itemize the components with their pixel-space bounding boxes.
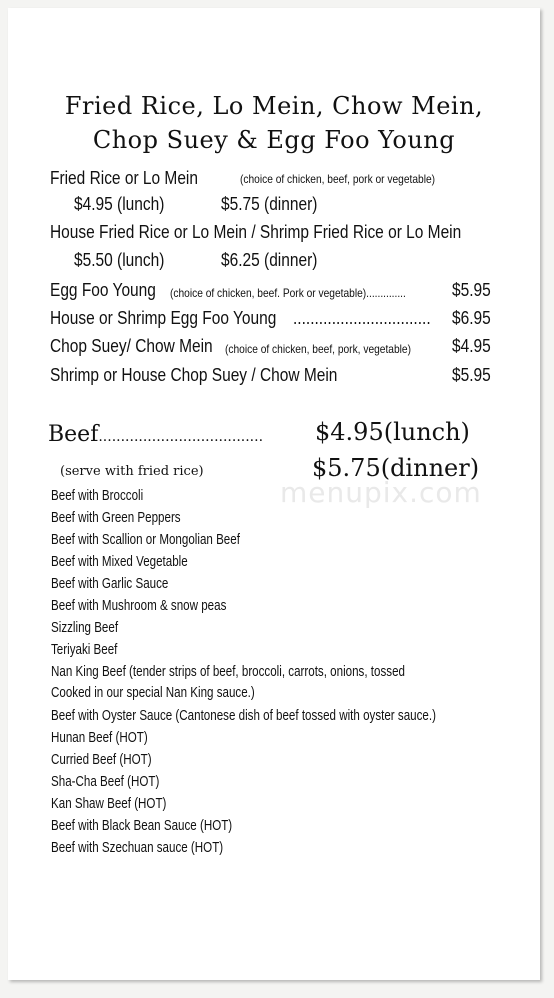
menu-page <box>8 8 540 980</box>
beef-item: Beef with Oyster Sauce (Cantonese dish of beef tossed with oyster sauce.) <box>51 708 436 724</box>
house-egg-foo-young-leader: ................................ <box>293 308 431 328</box>
chop-suey-name: Chop Suey/ Chow Mein <box>50 336 213 356</box>
beef-dinner-price: $5.75(dinner) <box>312 454 480 482</box>
fried-rice-name: Fried Rice or Lo Mein <box>50 168 198 188</box>
shrimp-chop-suey-row <box>50 365 384 386</box>
chop-suey-note-wrap <box>225 342 411 356</box>
egg-foo-young-note: (choice of chicken, beef. Pork or vegetable) <box>170 286 367 300</box>
house-fried-rice-lunch: $5.50 (lunch) <box>74 250 165 270</box>
beef-dinner-price-wrap <box>312 454 479 482</box>
egg-foo-young-leader: .............. <box>366 286 406 300</box>
egg-foo-young-price: $5.95 <box>452 280 491 300</box>
beef-serve-note: (serve with fried rice) <box>60 464 204 479</box>
section-title-line2: Chop Suey & Egg Foo Young <box>92 126 456 154</box>
chop-suey-price-wrap <box>452 336 497 357</box>
house-fried-rice-lunch-wrap <box>74 250 179 271</box>
beef-heading: Beef <box>48 422 99 447</box>
house-fried-rice-row <box>50 222 528 243</box>
fried-rice-dinner: $5.75 (dinner) <box>221 194 318 214</box>
section-title-line1: Fried Rice, Lo Mein, Chow Mein, <box>64 92 484 120</box>
beef-item: Kan Shaw Beef (HOT) <box>51 796 167 812</box>
house-egg-foo-young-row <box>50 308 313 329</box>
chop-suey-price: $4.95 <box>452 336 491 356</box>
beef-heading-row <box>48 422 263 447</box>
house-egg-foo-young-name: House or Shrimp Egg Foo Young <box>50 308 277 328</box>
chop-suey-row <box>50 336 239 357</box>
beef-item: Beef with Mixed Vegetable <box>51 554 188 570</box>
watermark: menupix.com <box>280 476 482 509</box>
beef-item: Hunan Beef (HOT) <box>51 730 148 746</box>
egg-foo-young-note-wrap <box>170 286 406 300</box>
egg-foo-young-name: Egg Foo Young <box>50 280 156 300</box>
beef-item: Beef with Scallion or Mongolian Beef <box>51 532 240 548</box>
fried-rice-lunch: $4.95 (lunch) <box>74 194 165 214</box>
beef-serve-note-wrap <box>60 464 204 479</box>
house-fried-rice-dinner: $6.25 (dinner) <box>221 250 318 270</box>
beef-item: Sizzling Beef <box>51 620 119 636</box>
beef-item: Beef with Szechuan sauce (HOT) <box>51 840 224 856</box>
beef-item: Beef with Black Bean Sauce (HOT) <box>51 818 233 834</box>
beef-item: Beef with Garlic Sauce <box>51 576 169 592</box>
beef-item-continuation: Cooked in our special Nan King sauce.) <box>51 685 255 701</box>
house-fried-rice-dinner-wrap <box>221 250 333 271</box>
beef-item: Curried Beef (HOT) <box>51 752 152 768</box>
egg-foo-young-row <box>50 280 173 301</box>
fried-rice-note: (choice of chicken, beef, pork or vegetable) <box>240 172 436 186</box>
beef-item: Sha-Cha Beef (HOT) <box>51 774 160 790</box>
chop-suey-note: (choice of chicken, beef, pork, vegetable) <box>225 342 411 356</box>
beef-item: Beef with Mushroom & snow peas <box>51 598 227 614</box>
beef-lunch-price: $4.95(lunch) <box>315 418 470 446</box>
house-fried-rice-name: House Fried Rice or Lo Mein / Shrimp Fried Rice or Lo Mein <box>50 222 462 242</box>
house-egg-foo-young-price: $6.95 <box>452 308 491 328</box>
shrimp-chop-suey-price-wrap <box>452 365 497 386</box>
beef-leader: ..................................... <box>98 429 264 445</box>
beef-item: Beef with Broccoli <box>51 488 144 504</box>
shrimp-chop-suey-price: $5.95 <box>452 365 491 385</box>
fried-rice-prices <box>74 194 179 215</box>
house-egg-foo-young-leader-wrap <box>293 308 453 329</box>
beef-item: Teriyaki Beef <box>51 642 118 658</box>
beef-item: Nan King Beef (tender strips of beef, broccoli, carrots, onions, tossed <box>51 664 405 680</box>
house-egg-foo-young-price-wrap <box>452 308 497 329</box>
fried-rice-row <box>50 168 436 189</box>
beef-item: Beef with Green Peppers <box>51 510 181 526</box>
beef-lunch-price-wrap <box>315 418 470 446</box>
shrimp-chop-suey-name: Shrimp or House Chop Suey / Chow Mein <box>50 365 338 385</box>
fried-rice-dinner-wrap <box>221 194 333 215</box>
egg-foo-young-price-wrap <box>452 280 497 301</box>
